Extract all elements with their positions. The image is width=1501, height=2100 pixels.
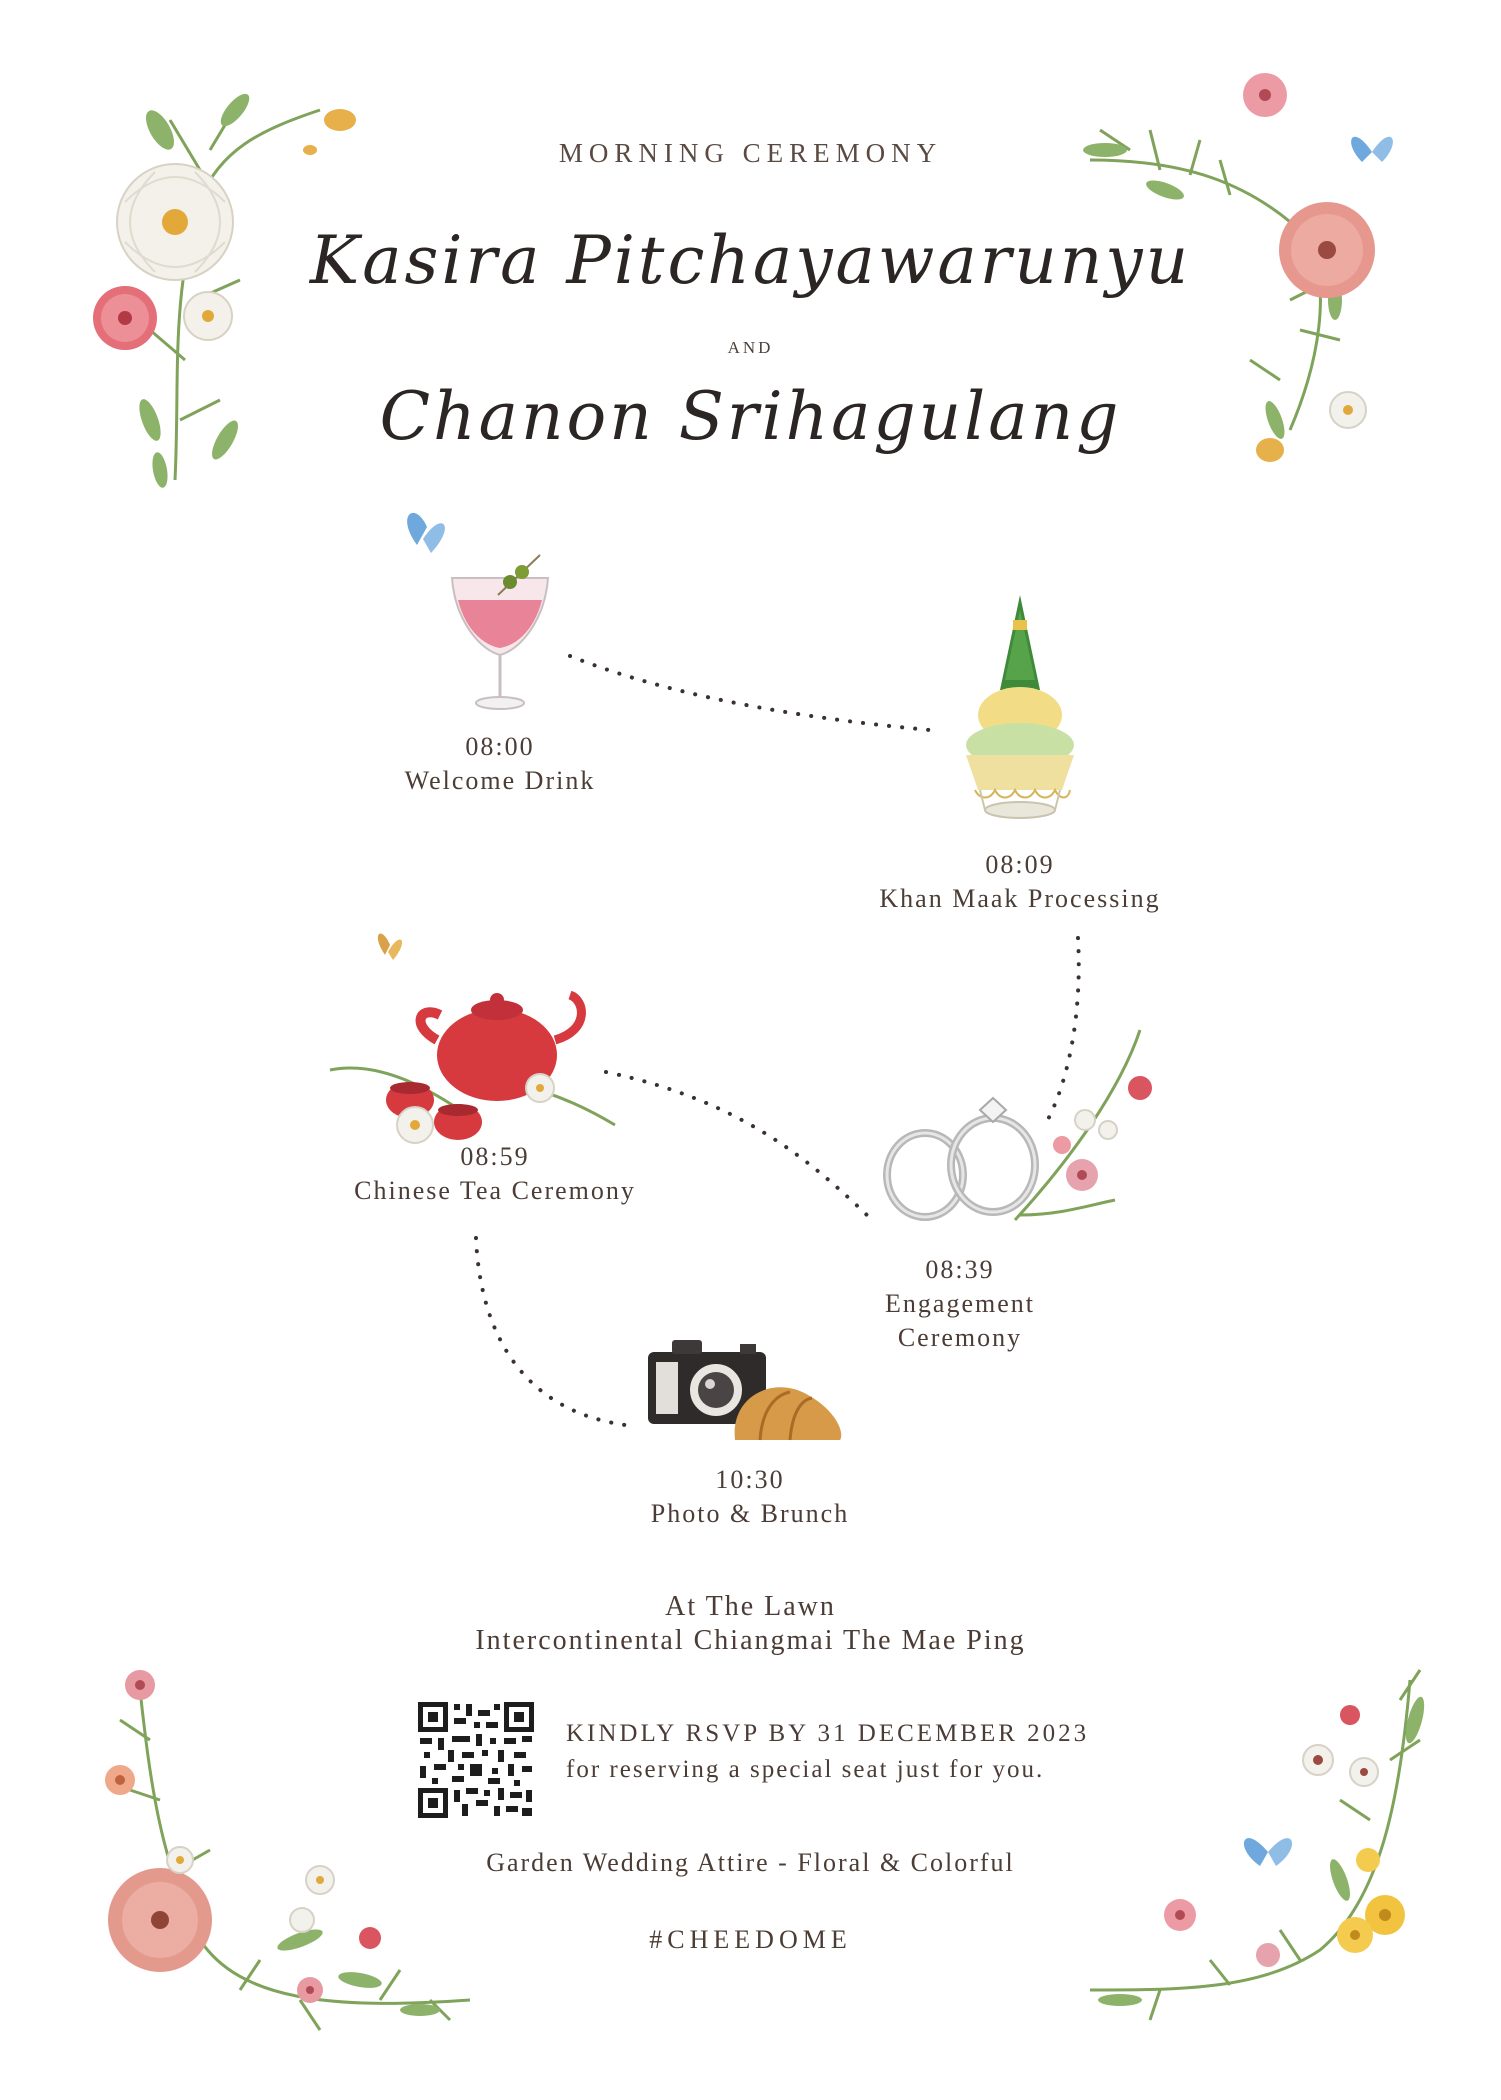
timeline-event-photo-brunch xyxy=(580,1463,920,1531)
event-time: 08:59 xyxy=(460,1142,530,1171)
groom-name: Chanon Srihagulang xyxy=(379,378,1122,455)
event-time: 08:39 xyxy=(925,1255,995,1284)
rings-icon xyxy=(887,1030,1152,1220)
rsvp-note: for reserving a special seat just for you. xyxy=(566,1756,1045,1783)
event-label: Welcome Drink xyxy=(404,766,596,795)
event-time: 10:30 xyxy=(715,1465,785,1494)
qr-code-icon xyxy=(418,1702,534,1818)
timeline-event-khan-maak xyxy=(840,848,1200,916)
floral-corner-bottom-right-icon xyxy=(1090,1670,1428,2020)
event-time: 08:09 xyxy=(985,850,1055,879)
teapot-icon xyxy=(330,934,615,1143)
rsvp-block xyxy=(566,1716,1089,1788)
timeline-event-welcome-drink xyxy=(350,730,650,798)
timeline-event-engagement xyxy=(810,1253,1110,1355)
event-label: Photo & Brunch xyxy=(650,1499,850,1528)
hashtag: #CHEEDOME xyxy=(649,1925,852,1954)
venue-line-2: Intercontinental Chiangmai The Mae Ping xyxy=(475,1625,1026,1656)
ceremony-heading: MORNING CEREMONY xyxy=(558,138,943,168)
event-label: Chinese Tea Ceremony xyxy=(354,1176,636,1205)
rsvp-deadline: KINDLY RSVP BY 31 DECEMBER 2023 xyxy=(566,1720,1090,1747)
event-label-line-2: Ceremony xyxy=(897,1323,1023,1352)
name-connector: AND xyxy=(727,338,774,357)
venue-line-1: At The Lawn xyxy=(665,1591,836,1622)
khan-maak-offering-icon xyxy=(966,595,1074,818)
event-label-line-1: Engagement xyxy=(885,1289,1035,1318)
dress-code: Garden Wedding Attire - Floral & Colorful xyxy=(486,1848,1015,1877)
event-label: Khan Maak Processing xyxy=(879,884,1161,913)
event-time: 08:00 xyxy=(465,732,535,761)
cocktail-glass-icon xyxy=(407,513,548,709)
timeline-event-tea-ceremony xyxy=(300,1140,690,1208)
venue xyxy=(0,1590,1501,1658)
bride-name: Kasira Pitchayawarunyu xyxy=(309,222,1192,299)
camera-croissant-icon xyxy=(648,1340,841,1440)
